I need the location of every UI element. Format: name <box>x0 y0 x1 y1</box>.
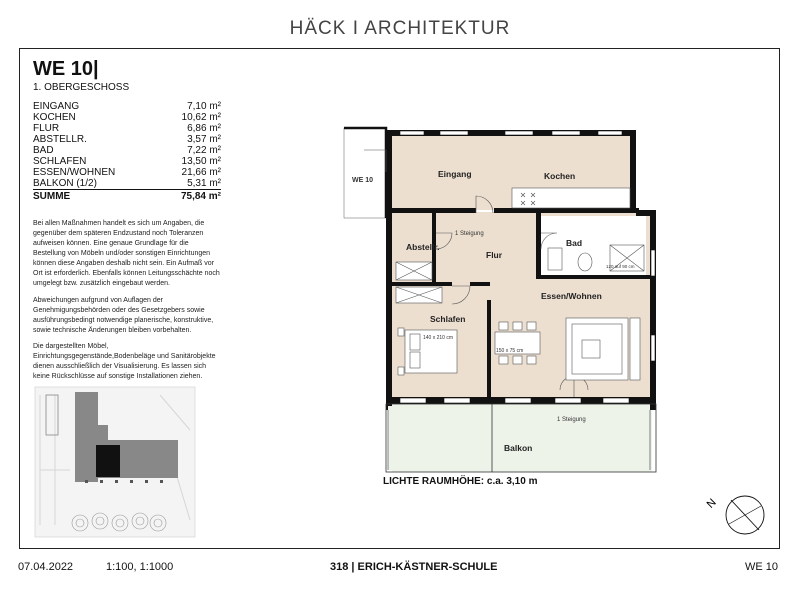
total-name: SUMME <box>33 191 71 202</box>
area-value: 10,62 m² <box>181 112 221 123</box>
area-name: BAD <box>33 145 54 156</box>
area-value: 5,31 m² <box>159 178 221 190</box>
room-label-schlafen: Schlafen <box>430 314 466 324</box>
site-plan-unit-highlight <box>96 445 120 477</box>
north-compass <box>705 496 764 534</box>
area-value: 6,86 m² <box>187 123 221 134</box>
step-note: 1 Steigung <box>557 417 586 423</box>
step-note: 1 Steigung <box>455 231 484 237</box>
unit-title: WE 10| <box>33 58 99 80</box>
shower-size-label: 120 auf 90 cm <box>606 264 635 269</box>
area-name: EINGANG <box>33 101 80 112</box>
kitchen-counter <box>512 188 630 208</box>
footer-project: 318 | ERICH-KÄSTNER-SCHULE <box>330 561 498 573</box>
area-value: 7,10 m² <box>187 101 221 112</box>
entrance-tag: WE 10 <box>352 177 374 184</box>
footer-scale: 1:100, 1:1000 <box>106 561 174 573</box>
stairwell-outline <box>344 128 386 218</box>
area-name: FLUR <box>33 123 60 134</box>
disclaimer-note: Die dargestellten Möbel, Einrichtungsgegenstände,Bodenbeläge und Sanitärobjekte dienen ausschließlich der Visualisierung. Es lassen sich keine Rückschlüsse auf sonstige Installationen ziehen. <box>33 343 216 380</box>
site-plan-building <box>96 425 108 445</box>
floor-plan <box>344 128 656 472</box>
site-plan-building <box>75 392 98 482</box>
area-name: ABSTELLR. <box>33 134 87 145</box>
area-name: ESSEN/WOHNEN <box>33 167 116 178</box>
stairwell-wall <box>344 128 386 218</box>
room-label-essen-wohnen: Essen/Wohnen <box>541 291 602 301</box>
floor-label: 1. OBERGESCHOSS <box>33 82 130 93</box>
area-name: KOCHEN <box>33 112 76 123</box>
compass-north-label: N <box>704 496 719 511</box>
room-label-bad: Bad <box>566 238 583 248</box>
room-label-kochen: Kochen <box>544 171 576 181</box>
ceiling-height-label: LICHTE RAUMHÖHE: c.a. 3,10 m <box>383 476 538 487</box>
footer-unit: WE 10 <box>745 561 779 573</box>
balcony-planter <box>388 406 490 470</box>
room-label-flur: Flur <box>486 250 503 260</box>
brand-logo: HÄCK I ARCHITEKTUR <box>289 18 511 39</box>
table-size-label: 150 x 75 cm <box>496 348 524 354</box>
area-value: 3,57 m² <box>187 134 221 145</box>
disclaimer-note: Bei allen Maßnahmen handelt es sich um Angaben, die gegenüber dem späteren Endzustand noch Toleranzen aufweisen können. Eine genaue Grundlage für die Bestellung von Möbeln und/oder sonstigen Einrichtungen können diese Angaben deshalb nicht sein. Ein Aufmaß vor Ort ist erforderlich. Ebenfalls können Leitungsschächte noch umgelegt bzw. zusätzlich eingebaut werden. <box>33 220 220 287</box>
area-value: 7,22 m² <box>187 145 221 156</box>
site-plan <box>35 387 195 537</box>
area-value: 21,66 m² <box>181 167 221 178</box>
area-value: 13,50 m² <box>181 156 221 167</box>
room-label-balkon: Balkon <box>504 443 533 453</box>
dining-table <box>495 322 540 364</box>
disclaimer-note: Abweichungen aufgrund von Auflagen der Genehmigungsbehörden oder des Gesetzgebers sowie ausführungsbedingt notwendige planerische, konstruktive, sowie technische Änderungen bleiben vorbehalten. <box>33 297 214 334</box>
area-name: SCHLAFEN <box>33 156 87 167</box>
room-label-eingang: Eingang <box>438 169 472 179</box>
bed-size-label: 140 x 210 cm <box>423 335 454 341</box>
total-value: 75,84 m² <box>180 191 221 202</box>
area-name: BALKON (1/2) <box>33 178 159 190</box>
footer-date: 07.04.2022 <box>18 561 74 573</box>
room-label-abstellr: Abstellr. <box>406 242 440 252</box>
compass-cross <box>729 506 761 524</box>
